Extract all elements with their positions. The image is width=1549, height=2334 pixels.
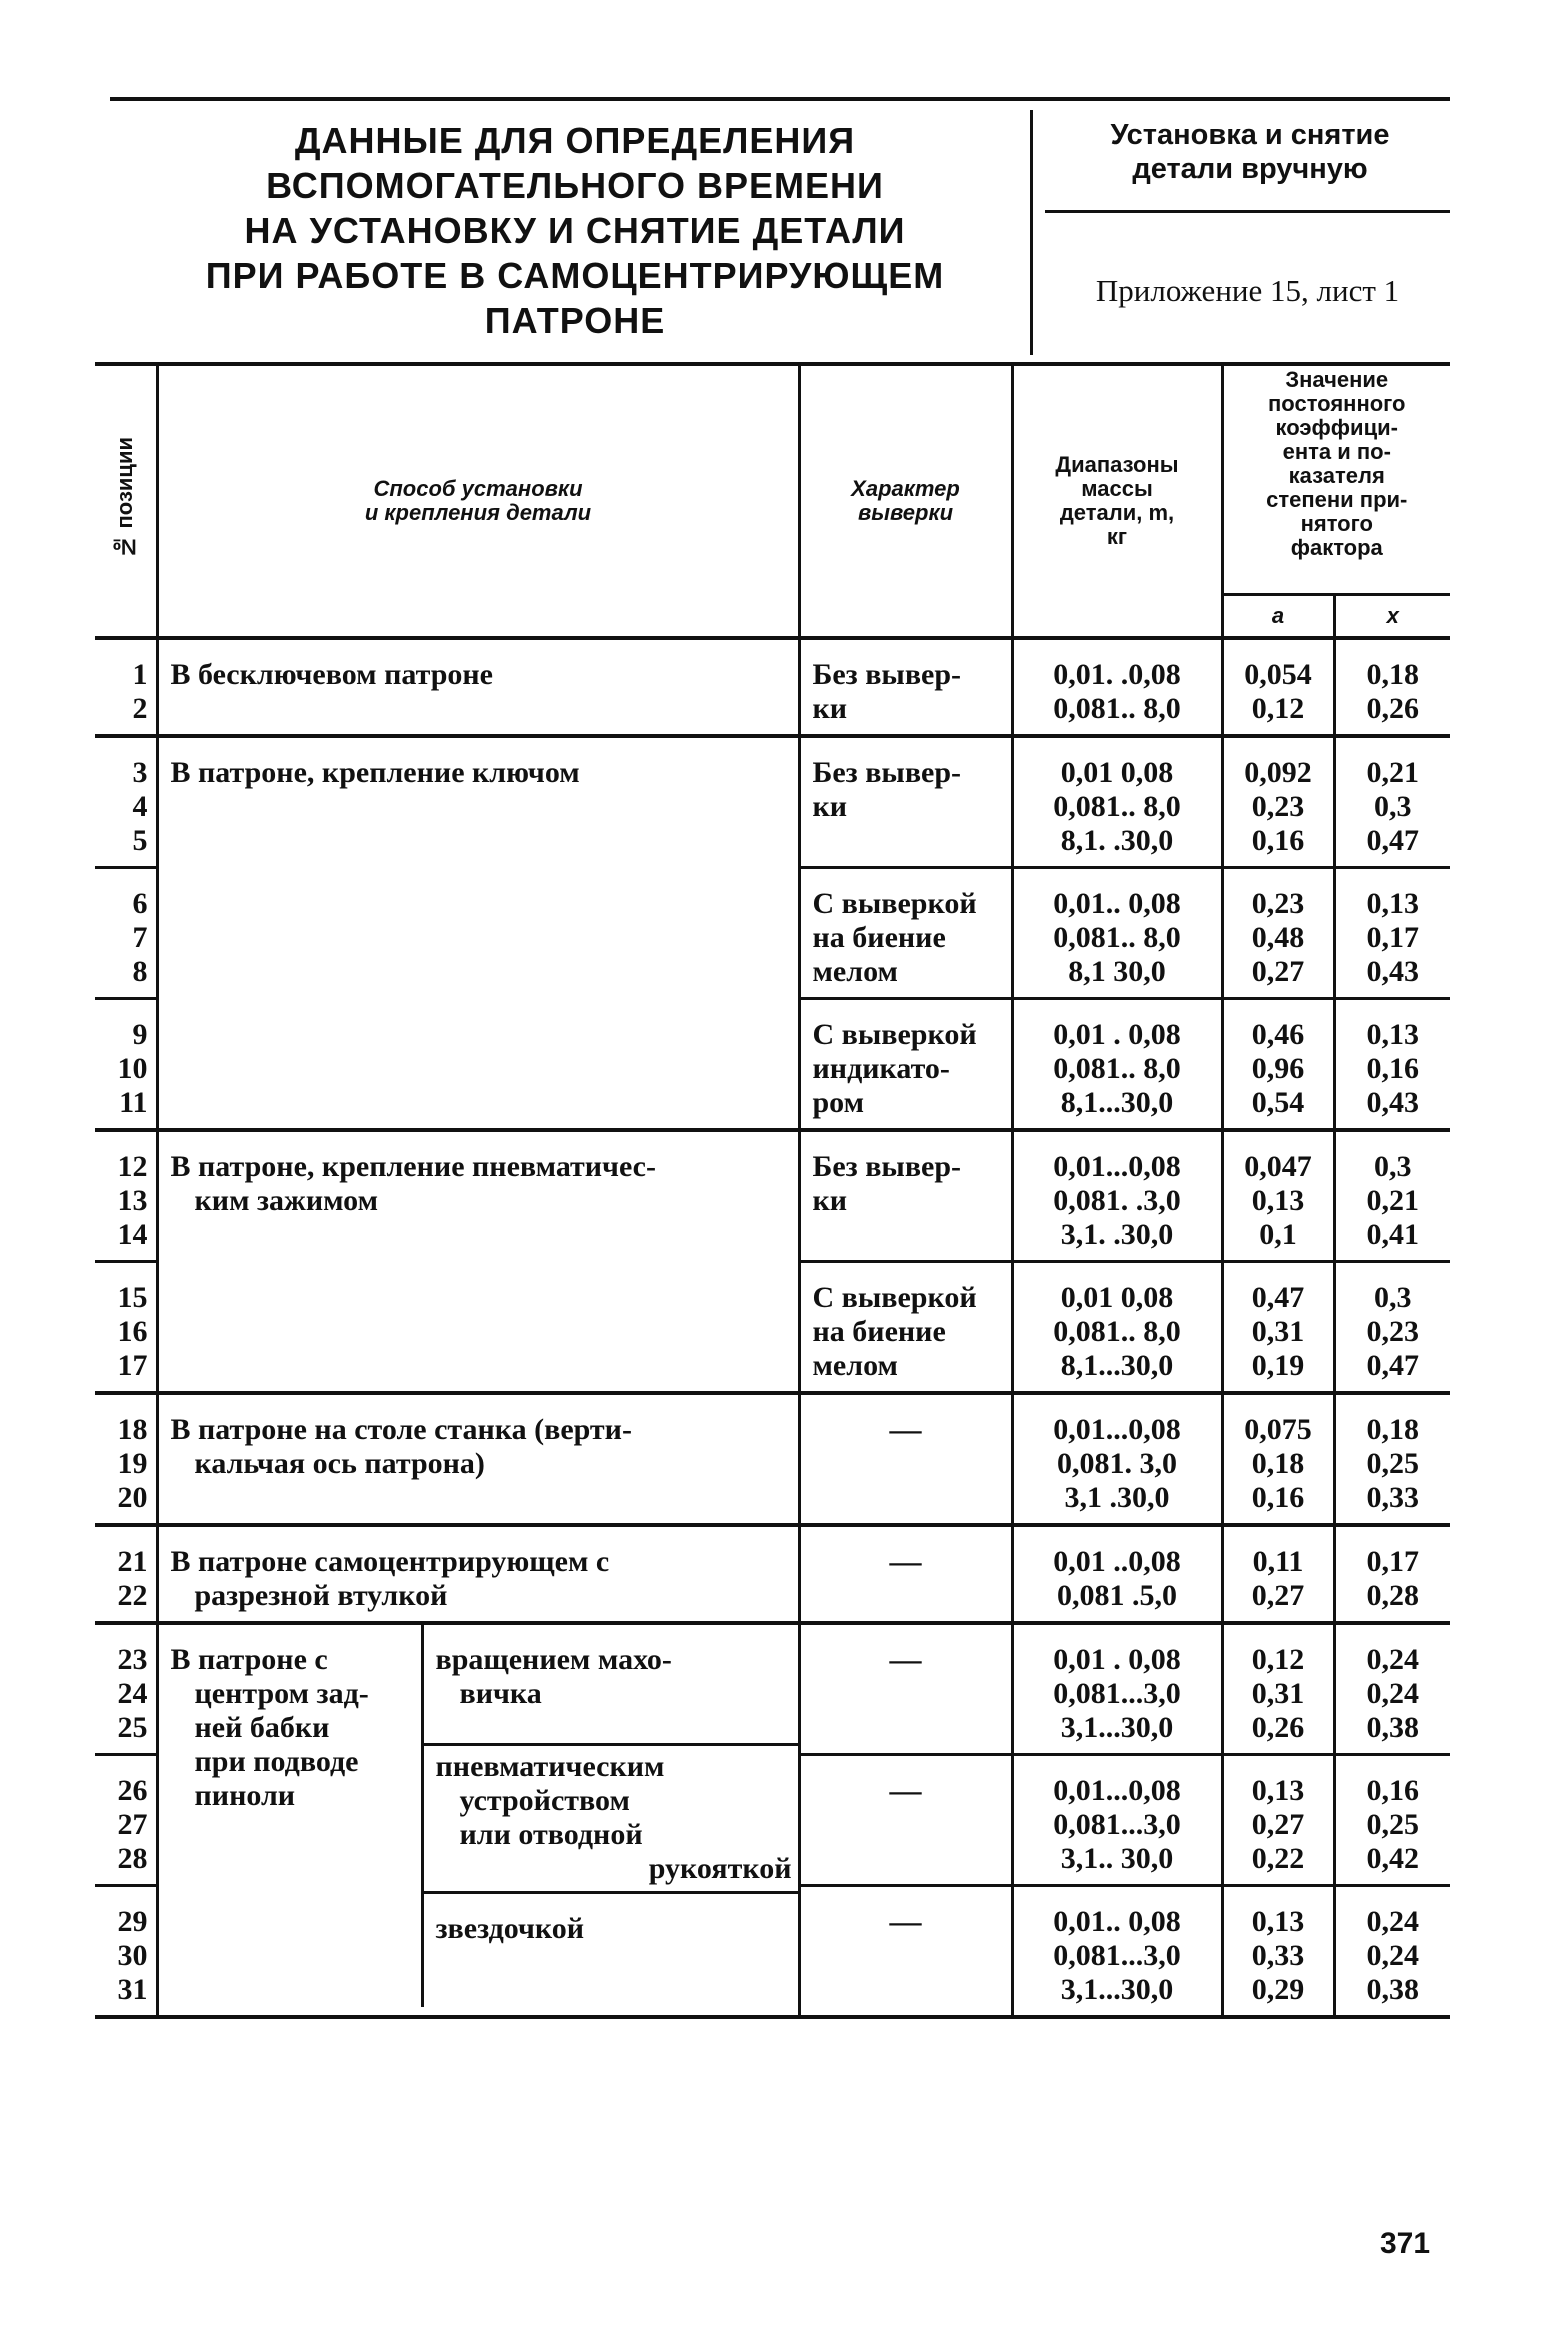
- cell-line: 0,24: [1366, 1677, 1419, 1710]
- cell-line: 0,26: [1251, 1711, 1305, 1744]
- cell-line: 0,23: [1251, 887, 1305, 920]
- section-label-line: Установка и снятие: [1110, 119, 1390, 151]
- sub-method: [424, 1891, 798, 2007]
- position-cell: [95, 1393, 157, 1525]
- cell-line: 0,25: [1366, 1808, 1419, 1841]
- x-cell: [1334, 1525, 1450, 1623]
- cell-line: 18: [117, 1413, 148, 1446]
- cell-line: 0,13: [1366, 1018, 1419, 1051]
- document-title: [150, 118, 1000, 343]
- position-cell: [95, 1262, 157, 1394]
- title-line: ДАННЫЕ ДЛЯ ОПРЕДЕЛЕНИЯ: [294, 120, 856, 161]
- table-row: [95, 1130, 1450, 1262]
- character-cell: [799, 868, 1012, 999]
- cell-line: 0,19: [1251, 1349, 1305, 1382]
- cell-line: 0,047: [1244, 1150, 1312, 1183]
- cell-line: В патроне с: [170, 1643, 328, 1676]
- cell-line: 8,1...30,0: [1060, 1086, 1174, 1119]
- method-cell: [157, 1130, 799, 1393]
- cell-line: 0,081.. 8,0: [1053, 1315, 1181, 1348]
- x-cell: [1334, 999, 1450, 1131]
- cell-line: 0,17: [1366, 1545, 1419, 1578]
- cell-line: 0,17: [1366, 921, 1419, 954]
- cell-line: 0,075: [1244, 1413, 1312, 1446]
- cell-line: 0,13: [1251, 1774, 1305, 1807]
- cell-line: 22: [117, 1579, 148, 1612]
- cell-line: 0,54: [1251, 1086, 1305, 1119]
- cell-line: 17: [117, 1349, 148, 1382]
- a-cell: [1222, 1130, 1334, 1262]
- range-cell: [1012, 1393, 1222, 1525]
- cell-line: 14: [117, 1218, 148, 1251]
- method-cell: [157, 1525, 799, 1623]
- cell-line: 0,38: [1366, 1973, 1419, 2006]
- method-cell: [157, 736, 799, 1130]
- range-cell: [1012, 736, 1222, 868]
- cell-line: пиноли: [194, 1779, 296, 1812]
- sub-method: [424, 1743, 798, 1891]
- cell-line: 0,18: [1251, 1447, 1305, 1480]
- cell-line: 0,13: [1251, 1184, 1305, 1217]
- col-header-line: Значение: [1285, 367, 1389, 392]
- cell-line: 0,081...3,0: [1053, 1808, 1181, 1841]
- cell-line: 0,42: [1366, 1842, 1419, 1875]
- cell-line: 0,41: [1366, 1218, 1419, 1251]
- cell-line: 0,22: [1251, 1842, 1305, 1875]
- a-cell: [1222, 1623, 1334, 1755]
- cell-line: 0,081. .3,0: [1053, 1184, 1181, 1217]
- character-cell: [799, 1393, 1012, 1525]
- cell-line: мелом: [812, 955, 898, 988]
- cell-line: В патроне на столе станка (верти-: [170, 1413, 632, 1446]
- cell-line: 0,27: [1251, 1579, 1305, 1612]
- cell-line: 0,47: [1251, 1281, 1305, 1314]
- table-body: [95, 638, 1450, 2019]
- cell-line: 0,01 . 0,08: [1053, 1643, 1181, 1676]
- character-cell: [799, 1623, 1012, 1755]
- x-cell: [1334, 1393, 1450, 1525]
- cell-line: 0,01. .0,08: [1053, 658, 1181, 691]
- table-row: [95, 1393, 1450, 1525]
- col-header-line: массы: [1081, 476, 1153, 501]
- cell-line: мелом: [812, 1349, 898, 1382]
- cell-line: 0,3: [1374, 1281, 1412, 1314]
- cell-line: при подводе: [194, 1745, 359, 1778]
- cell-line: или отводной: [459, 1818, 643, 1851]
- range-cell: [1012, 868, 1222, 999]
- cell-line: 0,47: [1366, 824, 1419, 857]
- cell-line: ки: [812, 1184, 848, 1217]
- cell-line: 0,081.. 8,0: [1053, 921, 1181, 954]
- cell-line: ки: [812, 692, 848, 725]
- cell-line: 0,38: [1366, 1711, 1419, 1744]
- cell-line: Без вывер-: [812, 1150, 962, 1183]
- cell-line: 0,01 0,08: [1060, 756, 1174, 789]
- cell-line: В патроне, крепление ключом: [170, 756, 580, 789]
- cell-line: Без вывер-: [812, 658, 962, 691]
- cell-line: 8,1 30,0: [1068, 955, 1166, 988]
- col-header-line: ента и по-: [1282, 439, 1391, 464]
- col-header-position-label: № позиции: [112, 437, 138, 560]
- cell-line: 0,16: [1366, 1052, 1419, 1085]
- x-cell: [1334, 1755, 1450, 1886]
- cell-line: 0,01 ..0,08: [1053, 1545, 1181, 1578]
- cell-line: С выверкой: [812, 1018, 977, 1051]
- cell-line: 10: [117, 1052, 148, 1085]
- cell-line: 0,29: [1251, 1973, 1305, 2006]
- x-cell: [1334, 1886, 1450, 2018]
- title-line: ПРИ РАБОТЕ В САМОЦЕНТРИРУЮЩЕМ: [205, 255, 945, 296]
- position-cell: [95, 1886, 157, 2018]
- position-cell: [95, 999, 157, 1131]
- a-cell: [1222, 999, 1334, 1131]
- cell-line: 3,1.. 30,0: [1060, 1842, 1174, 1875]
- cell-line: 3,1. .30,0: [1060, 1218, 1174, 1251]
- cell-line: 3,1...30,0: [1060, 1973, 1174, 2006]
- range-cell: [1012, 1130, 1222, 1262]
- cell-line: —: [889, 1772, 922, 1808]
- cell-line: 31: [117, 1973, 148, 2006]
- position-cell: [95, 1623, 157, 1755]
- cell-line: 0,12: [1251, 692, 1305, 725]
- cell-line: 0,16: [1251, 1481, 1305, 1514]
- cell-line: 0,18: [1366, 1413, 1419, 1446]
- cell-line: 0,01...0,08: [1053, 1150, 1181, 1183]
- col-header-line: казателя: [1288, 463, 1385, 488]
- cell-line: 13: [117, 1184, 148, 1217]
- cell-line: кальчая ось патрона): [194, 1447, 485, 1480]
- cell-line: 0,21: [1366, 1184, 1419, 1217]
- cell-line: рукояткой: [648, 1852, 792, 1885]
- col-header-line: нятого: [1300, 511, 1373, 536]
- col-header-line: фактора: [1290, 535, 1383, 560]
- header-divider: [1030, 110, 1033, 355]
- cell-line: 0,092: [1244, 756, 1312, 789]
- position-cell: [95, 1130, 157, 1262]
- position-cell: [95, 736, 157, 868]
- cell-line: 0,24: [1366, 1939, 1419, 1972]
- cell-line: ки: [812, 790, 848, 823]
- x-cell: [1334, 868, 1450, 999]
- cell-line: 27: [117, 1808, 148, 1841]
- cell-line: 0,43: [1366, 955, 1419, 988]
- cell-line: 12: [117, 1150, 148, 1183]
- col-header-method: [157, 366, 799, 638]
- a-cell: [1222, 1262, 1334, 1394]
- cell-line: 0,46: [1251, 1018, 1305, 1051]
- a-cell: [1222, 1755, 1334, 1886]
- cell-line: центром зад-: [194, 1677, 369, 1710]
- cell-line: 0,21: [1366, 756, 1419, 789]
- cell-line: 0,081.. 8,0: [1053, 790, 1181, 823]
- character-cell: [799, 1886, 1012, 2018]
- col-header-mass-range: [1012, 366, 1222, 638]
- cell-line: 0,26: [1366, 692, 1419, 725]
- cell-line: С выверкой: [812, 1281, 977, 1314]
- cell-line: —: [889, 1903, 922, 1939]
- cell-line: 19: [117, 1447, 148, 1480]
- col-header-a: a: [1222, 595, 1334, 639]
- cell-line: 0,48: [1251, 921, 1305, 954]
- method-cell: [157, 638, 799, 736]
- cell-line: 0,081. 3,0: [1057, 1447, 1177, 1480]
- cell-line: ней бабки: [194, 1711, 330, 1744]
- cell-line: 8,1...30,0: [1060, 1349, 1174, 1382]
- cell-line: 0,081 .5,0: [1057, 1579, 1177, 1612]
- cell-line: —: [889, 1641, 922, 1677]
- cell-line: 0,96: [1251, 1052, 1305, 1085]
- x-cell: [1334, 736, 1450, 868]
- cell-line: —: [889, 1411, 922, 1447]
- title-line: ВСПОМОГАТЕЛЬНОГО ВРЕМЕНИ: [266, 165, 884, 206]
- col-header-character: [799, 366, 1012, 638]
- cell-line: 0,28: [1366, 1579, 1419, 1612]
- cell-line: 0,11: [1252, 1545, 1304, 1578]
- col-header-line: детали, m,: [1059, 500, 1175, 525]
- cell-line: 6: [132, 887, 148, 920]
- cell-line: 0,33: [1251, 1939, 1305, 1972]
- cell-line: 0,01...0,08: [1053, 1774, 1181, 1807]
- cell-line: 0,13: [1366, 887, 1419, 920]
- cell-line: 0,24: [1366, 1643, 1419, 1676]
- method-cell: [157, 1623, 799, 2017]
- col-header-line: степени при-: [1266, 487, 1408, 512]
- cell-line: 21: [117, 1545, 148, 1578]
- col-header-line: Способ установки: [373, 476, 583, 501]
- sub-method: [424, 1625, 798, 1743]
- col-header-coefficient: [1222, 366, 1450, 595]
- cell-line: 0,16: [1251, 824, 1305, 857]
- cell-line: В патроне самоцентрирующем с: [170, 1545, 610, 1578]
- position-cell: [95, 1755, 157, 1886]
- cell-line: 0,3: [1374, 1150, 1412, 1183]
- range-cell: [1012, 1886, 1222, 2018]
- cell-line: 8,1. .30,0: [1060, 824, 1174, 857]
- cell-line: 3,1...30,0: [1060, 1711, 1174, 1744]
- cell-line: звездочкой: [435, 1912, 585, 1945]
- a-cell: [1222, 868, 1334, 999]
- section-label: [1050, 118, 1450, 186]
- cell-line: —: [889, 1543, 922, 1579]
- position-cell: [95, 868, 157, 999]
- cell-line: 0,43: [1366, 1086, 1419, 1119]
- cell-line: 0,18: [1366, 658, 1419, 691]
- x-cell: [1334, 1262, 1450, 1394]
- cell-line: 0,1: [1259, 1218, 1297, 1251]
- col-header-line: кг: [1106, 524, 1128, 549]
- cell-line: 0,23: [1366, 1315, 1419, 1348]
- table-row: [95, 638, 1450, 736]
- title-line: ПАТРОНЕ: [484, 300, 666, 341]
- cell-line: В патроне, крепление пневматичес-: [170, 1150, 656, 1183]
- cell-line: 0,12: [1251, 1643, 1305, 1676]
- cell-line: 9: [132, 1018, 148, 1051]
- cell-line: 0,25: [1366, 1447, 1419, 1480]
- character-cell: [799, 1262, 1012, 1394]
- cell-line: ким зажимом: [194, 1184, 379, 1217]
- cell-line: 0,01 0,08: [1060, 1281, 1174, 1314]
- cell-line: 20: [117, 1481, 148, 1514]
- a-cell: [1222, 638, 1334, 736]
- cell-line: 0,16: [1366, 1774, 1419, 1807]
- cell-line: 0,24: [1366, 1905, 1419, 1938]
- character-cell: [799, 736, 1012, 868]
- col-header-x: x: [1334, 595, 1450, 639]
- range-cell: [1012, 999, 1222, 1131]
- method-main: [159, 1625, 424, 2007]
- col-header-line: коэффици-: [1275, 415, 1398, 440]
- col-header-line: и крепления детали: [364, 500, 592, 525]
- cell-line: 0,01 . 0,08: [1053, 1018, 1181, 1051]
- cell-line: В бесключевом патроне: [170, 658, 493, 691]
- cell-line: ром: [812, 1086, 865, 1119]
- a-cell: [1222, 1393, 1334, 1525]
- range-cell: [1012, 638, 1222, 736]
- position-cell: [95, 1525, 157, 1623]
- cell-line: 23: [117, 1643, 148, 1676]
- cell-line: вращением махо-: [435, 1643, 672, 1676]
- cell-line: 30: [117, 1939, 148, 1972]
- cell-line: 24: [117, 1677, 148, 1710]
- character-cell: [799, 638, 1012, 736]
- cell-line: пневматическим: [435, 1750, 665, 1783]
- cell-line: 0,01.. 0,08: [1053, 1905, 1181, 1938]
- cell-line: 11: [119, 1086, 148, 1119]
- cell-line: 0,33: [1366, 1481, 1419, 1514]
- cell-line: 0,081...3,0: [1053, 1939, 1181, 1972]
- table-end-rule: [95, 2017, 1450, 2019]
- cell-line: 0,47: [1366, 1349, 1419, 1382]
- a-cell: [1222, 1886, 1334, 2018]
- cell-line: 26: [117, 1774, 148, 1807]
- range-cell: [1012, 1623, 1222, 1755]
- x-cell: [1334, 1130, 1450, 1262]
- table-row: [95, 1525, 1450, 1623]
- cell-line: 0,081.. 8,0: [1053, 1052, 1181, 1085]
- col-header-line: Характер: [851, 476, 960, 501]
- position-cell: [95, 638, 157, 736]
- cell-line: 0,3: [1374, 790, 1412, 823]
- cell-line: 0,01.. 0,08: [1053, 887, 1181, 920]
- cell-line: Без вывер-: [812, 756, 962, 789]
- table-row: [95, 1623, 1450, 1755]
- cell-line: 3,1 .30,0: [1064, 1481, 1170, 1514]
- data-table: [95, 366, 1450, 2019]
- cell-line: 0,27: [1251, 955, 1305, 988]
- col-header-line: Диапазоны: [1055, 452, 1179, 477]
- cell-line: 15: [117, 1281, 148, 1314]
- section-label-line: детали вручную: [1132, 153, 1368, 185]
- appendix-label: Приложение 15, лист 1: [1095, 273, 1400, 308]
- range-cell: [1012, 1525, 1222, 1623]
- method-cell: [157, 1393, 799, 1525]
- a-cell: [1222, 1525, 1334, 1623]
- title-line: НА УСТАНОВКУ И СНЯТИЕ ДЕТАЛИ: [244, 210, 906, 251]
- cell-line: индикато-: [812, 1052, 950, 1085]
- x-cell: [1334, 638, 1450, 736]
- a-cell: [1222, 736, 1334, 868]
- cell-line: 7: [132, 921, 148, 954]
- cell-line: С выверкой: [812, 887, 977, 920]
- cell-line: вичка: [459, 1677, 542, 1710]
- page-number: 371: [1380, 2227, 1431, 2260]
- col-header-line: постоянного: [1268, 391, 1406, 416]
- character-cell: [799, 1130, 1012, 1262]
- method-split: [159, 1625, 798, 2007]
- cell-line: на биение: [812, 921, 946, 954]
- cell-line: 0,081...3,0: [1053, 1677, 1181, 1710]
- table-end-rule-cell: [95, 2017, 1450, 2019]
- col-header-position: [95, 366, 157, 638]
- header-right-rule: [1045, 210, 1450, 213]
- range-cell: [1012, 1262, 1222, 1394]
- character-cell: [799, 1525, 1012, 1623]
- cell-line: 16: [117, 1315, 148, 1348]
- cell-line: 25: [117, 1711, 148, 1744]
- cell-line: 1: [132, 658, 148, 691]
- character-cell: [799, 999, 1012, 1131]
- cell-line: устройством: [459, 1784, 630, 1817]
- cell-line: 4: [132, 790, 148, 823]
- cell-line: 5: [132, 824, 148, 857]
- col-header-line: выверки: [857, 500, 954, 525]
- cell-line: 0,13: [1251, 1905, 1305, 1938]
- table-row: [95, 736, 1450, 868]
- cell-line: 0,27: [1251, 1808, 1305, 1841]
- cell-line: 8: [132, 955, 148, 988]
- x-cell: [1334, 1623, 1450, 1755]
- cell-line: 0,054: [1244, 658, 1312, 691]
- cell-line: 29: [117, 1905, 148, 1938]
- cell-line: 0,31: [1251, 1677, 1305, 1710]
- cell-line: на биение: [812, 1315, 946, 1348]
- method-sub-list: [424, 1625, 798, 2007]
- character-cell: [799, 1755, 1012, 1886]
- cell-line: разрезной втулкой: [194, 1579, 448, 1612]
- cell-line: 0,01...0,08: [1053, 1413, 1181, 1446]
- cell-line: 3: [132, 756, 148, 789]
- cell-line: 0,23: [1251, 790, 1305, 823]
- cell-line: 2: [132, 692, 148, 725]
- range-cell: [1012, 1755, 1222, 1886]
- cell-line: 28: [117, 1842, 148, 1875]
- top-rule: [110, 97, 1450, 101]
- cell-line: 0,081.. 8,0: [1053, 692, 1181, 725]
- cell-line: 0,31: [1251, 1315, 1305, 1348]
